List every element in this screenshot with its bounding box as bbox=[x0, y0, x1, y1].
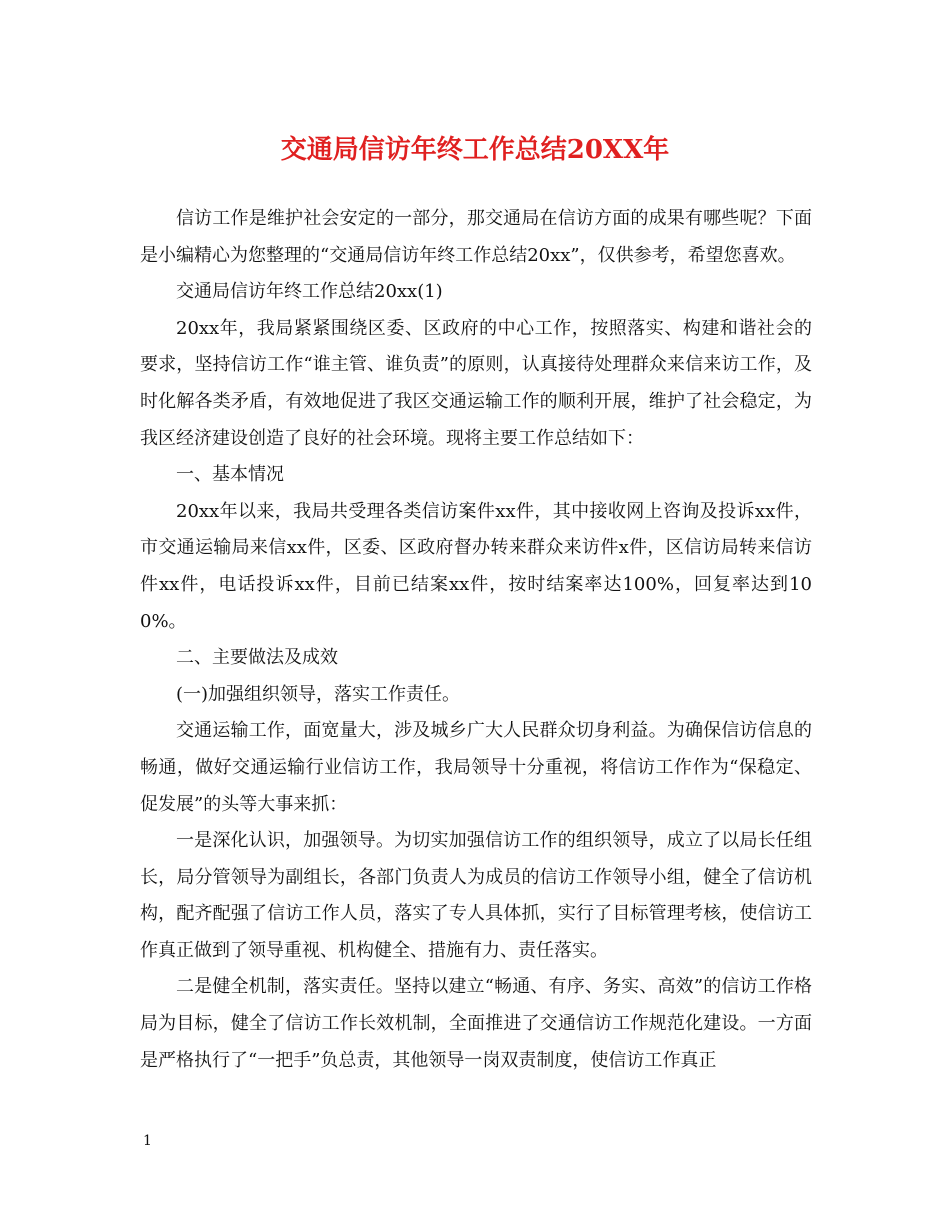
subsection-heading: (一)加强组织领导，落实工作责任。 bbox=[176, 683, 461, 705]
document-title: 交通局信访年终工作总结20XX年 bbox=[280, 135, 670, 165]
paragraph: 信访工作是维护社会安定的一部分，那交通局在信访方面的成果有哪些呢？下面是小编精心为您整理的“交通局信访年终工作总结20xx”，仅供参考，希望您喜欢。 bbox=[140, 208, 812, 266]
page-number: 1 bbox=[143, 1133, 152, 1149]
paragraph: 20xx年以来，我局共受理各类信访案件xx件，其中接收网上咨询及投诉xx件，市交通运输局来信xx件，区委、区政府督办转来群众来访件x件，区信访局转来信访件xx件，电话投诉xx件，目前已结案xx件，按时结案率达100%，回复率达到100%。 bbox=[140, 500, 812, 632]
paragraph: 二是健全机制，落实责任。坚持以建立“畅通、有序、务实、高效”的信访工作格局为目标，健全了信访工作长效机制，全面推进了交通信访工作规范化建设。一方面是严格执行了“一把手”负总责，其他领导一岗双责制度，使信访工作真正 bbox=[140, 976, 812, 1071]
paragraph: 一是深化认识，加强领导。为切实加强信访工作的组织领导，成立了以局长任组长，局分管领导为副组长，各部门负责人为成员的信访工作领导小组，健全了信访机构，配齐配强了信访工作人员，落实了专人具体抓，实行了目标管理考核，使信访工作真正做到了领导重视、机构健全、措施有力、责任落实。 bbox=[140, 830, 812, 961]
paragraph: 交通局信访年终工作总结20xx(1) bbox=[176, 281, 443, 303]
document-body bbox=[140, 201, 812, 1079]
paragraph: 20xx年，我局紧紧围绕区委、区政府的中心工作，按照落实、构建和谐社会的要求，坚持信访工作“谁主管、谁负责”的原则，认真接待处理群众来信来访工作，及时化解各类矛盾，有效地促进了我区交通运输工作的顺利开展，维护了社会稳定，为我区经济建设创造了良好的社会环境。现将主要工作总结如下： bbox=[140, 317, 812, 449]
section-heading: 一、基本情况 bbox=[176, 464, 284, 486]
section-heading: 二、主要做法及成效 bbox=[176, 647, 338, 669]
paragraph: 交通运输工作，面宽量大，涉及城乡广大人民群众切身利益。为确保信访信息的畅通，做好交通运输行业信访工作，我局领导十分重视，将信访工作作为“保稳定、促发展”的头等大事来抓： bbox=[140, 720, 812, 815]
